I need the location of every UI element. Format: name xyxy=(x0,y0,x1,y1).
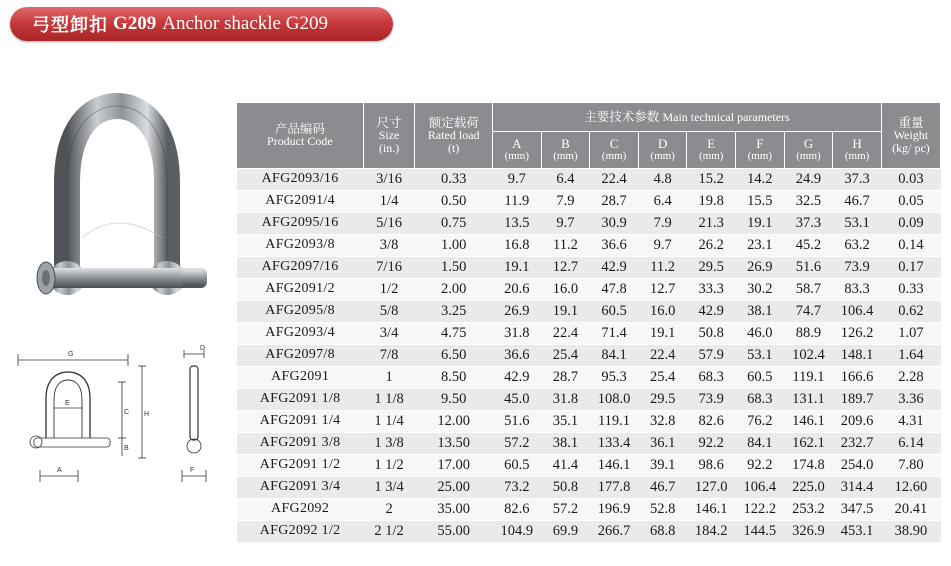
header-rated-load: 额定载荷 Rated load (t) xyxy=(415,103,493,168)
table-row xyxy=(237,256,941,278)
table-cell: 1/2 xyxy=(363,278,415,300)
table-cell: 2 1/2 xyxy=(363,520,415,542)
table-cell: 36.1 xyxy=(638,432,687,454)
table-cell: 253.2 xyxy=(784,498,833,520)
table-cell: 20.41 xyxy=(881,498,940,520)
table-cell: 7.9 xyxy=(541,190,590,212)
table-cell: 1.50 xyxy=(415,256,493,278)
table-cell: 11.2 xyxy=(638,256,687,278)
table-cell: 3/16 xyxy=(363,168,415,190)
table-cell: 4.31 xyxy=(881,410,940,432)
table-cell: 1.07 xyxy=(881,322,940,344)
title-code: G209 xyxy=(113,13,157,34)
table-row xyxy=(237,344,941,366)
table-row xyxy=(237,278,941,300)
table-cell: 0.17 xyxy=(881,256,940,278)
table-cell: 453.1 xyxy=(833,520,882,542)
table-cell: 3.36 xyxy=(881,388,940,410)
table-cell: 146.1 xyxy=(687,498,736,520)
product-code-cell: AFG2091 1/8 xyxy=(237,388,363,410)
table-cell: 84.1 xyxy=(590,344,639,366)
table-cell: 174.8 xyxy=(784,454,833,476)
table-cell: 24.9 xyxy=(784,168,833,190)
table-cell: 225.0 xyxy=(784,476,833,498)
table-cell: 1.64 xyxy=(881,344,940,366)
table-row xyxy=(237,168,941,190)
table-cell: 50.8 xyxy=(687,322,736,344)
table-cell: 23.1 xyxy=(736,234,785,256)
table-cell: 53.1 xyxy=(736,344,785,366)
table-cell: 12.00 xyxy=(415,410,493,432)
table-cell: 19.1 xyxy=(638,322,687,344)
table-cell: 11.2 xyxy=(541,234,590,256)
table-cell: 68.3 xyxy=(736,388,785,410)
table-cell: 0.09 xyxy=(881,212,940,234)
table-cell: 5/16 xyxy=(363,212,415,234)
table-row xyxy=(237,520,941,542)
table-cell: 106.4 xyxy=(736,476,785,498)
table-cell: 184.2 xyxy=(687,520,736,542)
table-cell: 1 3/8 xyxy=(363,432,415,454)
product-code-cell: AFG2097/16 xyxy=(237,256,363,278)
product-code-cell: AFG2097/8 xyxy=(237,344,363,366)
table-cell: 95.3 xyxy=(590,366,639,388)
table-cell: 9.50 xyxy=(415,388,493,410)
table-cell: 119.1 xyxy=(590,410,639,432)
table-cell: 13.5 xyxy=(493,212,542,234)
table-row xyxy=(237,454,941,476)
table-cell: 60.5 xyxy=(493,454,542,476)
table-cell: 83.3 xyxy=(833,278,882,300)
table-cell: 0.03 xyxy=(881,168,940,190)
dim-label-f: F xyxy=(190,467,195,474)
table-cell: 22.4 xyxy=(590,168,639,190)
table-cell: 20.6 xyxy=(493,278,542,300)
table-cell: 82.6 xyxy=(493,498,542,520)
table-cell: 108.0 xyxy=(590,388,639,410)
table-row xyxy=(237,322,941,344)
table-cell: 84.1 xyxy=(736,432,785,454)
table-cell: 177.8 xyxy=(590,476,639,498)
table-cell: 127.0 xyxy=(687,476,736,498)
table-cell: 0.50 xyxy=(415,190,493,212)
table-cell: 92.2 xyxy=(736,454,785,476)
table-cell: 63.2 xyxy=(833,234,882,256)
table-cell: 32.5 xyxy=(784,190,833,212)
table-cell: 38.1 xyxy=(541,432,590,454)
table-cell: 32.8 xyxy=(638,410,687,432)
table-cell: 38.90 xyxy=(881,520,940,542)
table-cell: 4.75 xyxy=(415,322,493,344)
table-cell: 314.4 xyxy=(833,476,882,498)
table-cell: 7.80 xyxy=(881,454,940,476)
table-cell: 6.50 xyxy=(415,344,493,366)
table-cell: 2 xyxy=(363,498,415,520)
table-cell: 21.3 xyxy=(687,212,736,234)
table-cell: 51.6 xyxy=(493,410,542,432)
table-cell: 29.5 xyxy=(687,256,736,278)
table-cell: 1 xyxy=(363,366,415,388)
table-cell: 347.5 xyxy=(833,498,882,520)
table-cell: 92.2 xyxy=(687,432,736,454)
table-cell: 50.8 xyxy=(541,476,590,498)
table-cell: 6.4 xyxy=(541,168,590,190)
table-cell: 7/8 xyxy=(363,344,415,366)
table-cell: 16.8 xyxy=(493,234,542,256)
table-cell: 232.7 xyxy=(833,432,882,454)
table-cell: 1 3/4 xyxy=(363,476,415,498)
table-cell: 73.2 xyxy=(493,476,542,498)
table-cell: 82.6 xyxy=(687,410,736,432)
table-cell: 55.00 xyxy=(415,520,493,542)
table-cell: 42.9 xyxy=(493,366,542,388)
table-cell: 74.7 xyxy=(784,300,833,322)
table-cell: 0.33 xyxy=(415,168,493,190)
table-row xyxy=(237,300,941,322)
table-cell: 119.1 xyxy=(784,366,833,388)
dim-label-a: A xyxy=(57,467,62,474)
table-cell: 25.00 xyxy=(415,476,493,498)
table-cell: 42.9 xyxy=(687,300,736,322)
table-cell: 68.3 xyxy=(687,366,736,388)
dim-label-e: E xyxy=(65,400,70,407)
table-cell: 9.7 xyxy=(493,168,542,190)
table-cell: 15.5 xyxy=(736,190,785,212)
table-cell: 1/4 xyxy=(363,190,415,212)
table-cell: 28.7 xyxy=(590,190,639,212)
table-cell: 41.4 xyxy=(541,454,590,476)
table-cell: 196.9 xyxy=(590,498,639,520)
header-dim-h: H (mm) xyxy=(833,131,882,168)
table-cell: 0.14 xyxy=(881,234,940,256)
table-cell: 19.1 xyxy=(493,256,542,278)
table-cell: 7/16 xyxy=(363,256,415,278)
header-dim-d: D (mm) xyxy=(638,131,687,168)
table-cell: 29.5 xyxy=(638,388,687,410)
product-code-cell: AFG2091/2 xyxy=(237,278,363,300)
table-cell: 0.05 xyxy=(881,190,940,212)
dim-label-d: D xyxy=(200,345,206,352)
table-cell: 6.14 xyxy=(881,432,940,454)
title-chinese: 弓型卸扣 xyxy=(32,15,108,36)
table-cell: 98.6 xyxy=(687,454,736,476)
table-row xyxy=(237,190,941,212)
table-cell: 39.1 xyxy=(638,454,687,476)
table-cell: 22.4 xyxy=(638,344,687,366)
table-cell: 28.7 xyxy=(541,366,590,388)
table-cell: 52.8 xyxy=(638,498,687,520)
table-cell: 30.2 xyxy=(736,278,785,300)
header-dim-f: F (mm) xyxy=(736,131,785,168)
table-cell: 9.7 xyxy=(541,212,590,234)
table-cell: 88.9 xyxy=(784,322,833,344)
table-cell: 17.00 xyxy=(415,454,493,476)
table-cell: 0.62 xyxy=(881,300,940,322)
table-row xyxy=(237,366,941,388)
product-code-cell: AFG2091/4 xyxy=(237,190,363,212)
table-cell: 148.1 xyxy=(833,344,882,366)
table-cell: 51.6 xyxy=(784,256,833,278)
table-cell: 46.0 xyxy=(736,322,785,344)
title-banner xyxy=(10,7,393,41)
table-cell: 133.4 xyxy=(590,432,639,454)
header-dim-e: E (mm) xyxy=(687,131,736,168)
header-dim-b: B (mm) xyxy=(541,131,590,168)
product-code-cell: AFG2091 1/2 xyxy=(237,454,363,476)
table-cell: 19.8 xyxy=(687,190,736,212)
table-cell: 122.2 xyxy=(736,498,785,520)
table-cell: 6.4 xyxy=(638,190,687,212)
table-cell: 16.0 xyxy=(638,300,687,322)
header-main-params: 主要技术参数 Main technical parameters xyxy=(493,103,882,131)
table-cell: 144.5 xyxy=(736,520,785,542)
table-row xyxy=(237,234,941,256)
table-cell: 126.2 xyxy=(833,322,882,344)
table-cell: 47.8 xyxy=(590,278,639,300)
product-code-cell: AFG2095/8 xyxy=(237,300,363,322)
dim-label-g: G xyxy=(68,351,74,358)
table-cell: 68.8 xyxy=(638,520,687,542)
table-cell: 26.9 xyxy=(493,300,542,322)
table-cell: 31.8 xyxy=(541,388,590,410)
table-cell: 1.00 xyxy=(415,234,493,256)
table-row xyxy=(237,410,941,432)
table-cell: 58.7 xyxy=(784,278,833,300)
table-cell: 189.7 xyxy=(833,388,882,410)
table-cell: 102.4 xyxy=(784,344,833,366)
product-code-cell: AFG2091 3/4 xyxy=(237,476,363,498)
table-cell: 106.4 xyxy=(833,300,882,322)
table-cell: 73.9 xyxy=(687,388,736,410)
table-cell: 3/8 xyxy=(363,234,415,256)
table-cell: 31.8 xyxy=(493,322,542,344)
table-row xyxy=(237,432,941,454)
table-cell: 71.4 xyxy=(590,322,639,344)
table-cell: 0.75 xyxy=(415,212,493,234)
table-cell: 2.28 xyxy=(881,366,940,388)
table-cell: 57.2 xyxy=(493,432,542,454)
table-cell: 42.9 xyxy=(590,256,639,278)
table-cell: 12.60 xyxy=(881,476,940,498)
table-cell: 35.1 xyxy=(541,410,590,432)
product-code-cell: AFG2092 xyxy=(237,498,363,520)
table-cell: 46.7 xyxy=(833,190,882,212)
product-code-cell: AFG2091 3/8 xyxy=(237,432,363,454)
title-english: Anchor shackle G209 xyxy=(162,13,328,34)
table-cell: 60.5 xyxy=(736,366,785,388)
product-code-cell: AFG2091 xyxy=(237,366,363,388)
table-cell: 1 1/2 xyxy=(363,454,415,476)
table-cell: 73.9 xyxy=(833,256,882,278)
table-cell: 45.0 xyxy=(493,388,542,410)
table-cell: 46.7 xyxy=(638,476,687,498)
table-cell: 26.9 xyxy=(736,256,785,278)
table-row xyxy=(237,498,941,520)
table-cell: 26.2 xyxy=(687,234,736,256)
table-cell: 0.33 xyxy=(881,278,940,300)
table-cell: 104.9 xyxy=(493,520,542,542)
product-code-cell: AFG2093/4 xyxy=(237,322,363,344)
table-cell: 25.4 xyxy=(541,344,590,366)
table-cell: 36.6 xyxy=(493,344,542,366)
dimension-drawings xyxy=(10,338,235,498)
table-cell: 37.3 xyxy=(833,168,882,190)
spec-table-body xyxy=(237,168,941,542)
table-cell: 25.4 xyxy=(638,366,687,388)
table-cell: 5/8 xyxy=(363,300,415,322)
table-cell: 19.1 xyxy=(541,300,590,322)
table-cell: 2.00 xyxy=(415,278,493,300)
table-cell: 14.2 xyxy=(736,168,785,190)
header-dim-a: A (mm) xyxy=(493,131,542,168)
table-cell: 8.50 xyxy=(415,366,493,388)
table-cell: 209.6 xyxy=(833,410,882,432)
table-cell: 30.9 xyxy=(590,212,639,234)
product-code-cell: AFG2092 1/2 xyxy=(237,520,363,542)
table-cell: 266.7 xyxy=(590,520,639,542)
table-cell: 9.7 xyxy=(638,234,687,256)
table-cell: 22.4 xyxy=(541,322,590,344)
table-row xyxy=(237,476,941,498)
table-cell: 15.2 xyxy=(687,168,736,190)
table-cell: 76.2 xyxy=(736,410,785,432)
product-code-cell: AFG2093/16 xyxy=(237,168,363,190)
table-cell: 1 1/8 xyxy=(363,388,415,410)
product-code-cell: AFG2091 1/4 xyxy=(237,410,363,432)
table-cell: 146.1 xyxy=(784,410,833,432)
dim-label-c: C xyxy=(124,409,130,416)
table-cell: 45.2 xyxy=(784,234,833,256)
header-size: 尺寸 Size (in.) xyxy=(363,103,415,168)
header-dim-g: G (mm) xyxy=(784,131,833,168)
table-cell: 11.9 xyxy=(493,190,542,212)
table-cell: 326.9 xyxy=(784,520,833,542)
table-cell: 69.9 xyxy=(541,520,590,542)
table-cell: 131.1 xyxy=(784,388,833,410)
table-cell: 19.1 xyxy=(736,212,785,234)
table-cell: 166.6 xyxy=(833,366,882,388)
table-cell: 37.3 xyxy=(784,212,833,234)
header-product-code: 产品编码 Product Code xyxy=(237,103,363,168)
table-cell: 16.0 xyxy=(541,278,590,300)
table-cell: 7.9 xyxy=(638,212,687,234)
header-weight: 重量 Weight (kg/ pc) xyxy=(881,103,940,168)
product-code-cell: AFG2095/16 xyxy=(237,212,363,234)
header-dim-c: C (mm) xyxy=(590,131,639,168)
product-code-cell: AFG2093/8 xyxy=(237,234,363,256)
table-cell: 60.5 xyxy=(590,300,639,322)
table-cell: 33.3 xyxy=(687,278,736,300)
table-cell: 57.9 xyxy=(687,344,736,366)
shackle-photo xyxy=(22,88,222,328)
table-cell: 1 1/4 xyxy=(363,410,415,432)
dim-label-h: H xyxy=(144,411,150,418)
table-cell: 13.50 xyxy=(415,432,493,454)
table-cell: 35.00 xyxy=(415,498,493,520)
table-cell: 57.2 xyxy=(541,498,590,520)
spec-table xyxy=(237,103,941,543)
table-cell: 36.6 xyxy=(590,234,639,256)
table-cell: 12.7 xyxy=(541,256,590,278)
table-cell: 254.0 xyxy=(833,454,882,476)
dim-label-b: B xyxy=(124,445,129,452)
table-row xyxy=(237,212,941,234)
table-row xyxy=(237,388,941,410)
table-cell: 146.1 xyxy=(590,454,639,476)
table-cell: 162.1 xyxy=(784,432,833,454)
table-cell: 53.1 xyxy=(833,212,882,234)
table-cell: 12.7 xyxy=(638,278,687,300)
table-cell: 3/4 xyxy=(363,322,415,344)
table-cell: 3.25 xyxy=(415,300,493,322)
table-cell: 38.1 xyxy=(736,300,785,322)
table-cell: 4.8 xyxy=(638,168,687,190)
